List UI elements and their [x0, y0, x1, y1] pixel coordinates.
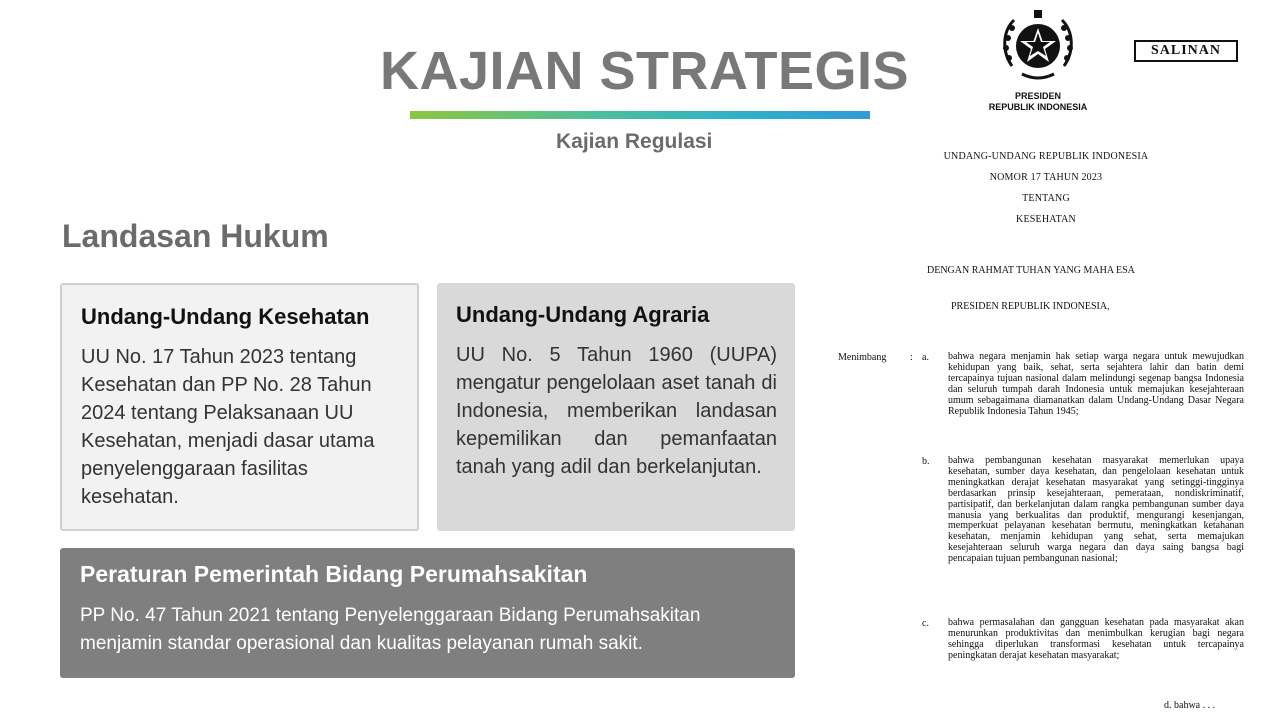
- doc-point-text: bahwa pembangunan kesehatan masyarakat memerlukan upaya kesehatan, sumber daya kesehatan, dan pengelolaan kesehatan untuk meningkatkan derajat kesehatan masyarakat yang setinggi-tingginya berdasarkan prinsip kesejahteraan, pemerataan, nondiskriminatif, partisipatif, dan berkelanjutan dalam rangka pembangunan sumber daya manusia yang berkualitas dan produktif, mengurangi kesenjangan, memperkuat pelayanan kesehatan bermutu, meningkatkan ketahanan kesehatan, menjamin kehidupan yang sehat, serta memajukan kesejahteraan seluruh warga negara dan daya saing bangsa bagi pencapaian tujuan pembangunan nasional;: [948, 455, 1244, 565]
- doc-next-page-marker: d. bahwa . . .: [1164, 700, 1216, 711]
- doc-header-line-2: NOMOR 17 TAHUN 2023: [989, 172, 1103, 183]
- emblem-caption-line2: REPUBLIK INDONESIA: [988, 102, 1088, 112]
- emblem-caption-line1: PRESIDEN: [1014, 91, 1061, 101]
- slide-title: KAJIAN STRATEGIS: [380, 41, 910, 101]
- agrarian-law-card-title: Undang-Undang Agraria: [456, 302, 710, 327]
- garuda-star-emblem-icon: [1000, 8, 1076, 88]
- doc-considering-label: Menimbang: [838, 352, 887, 363]
- slide-subtitle: Kajian Regulasi: [556, 130, 713, 153]
- agrarian-law-card: [437, 283, 795, 531]
- title-gradient-bar: [410, 111, 870, 119]
- section-heading: Landasan Hukum: [62, 218, 329, 254]
- doc-header-line-4: KESEHATAN: [1016, 214, 1076, 225]
- doc-blessing: DENGAN RAHMAT TUHAN YANG MAHA ESA: [927, 265, 1135, 276]
- law-document-scan: [830, 0, 1280, 720]
- health-law-card-body: UU No. 17 Tahun 2023 tentang Kesehatan dan PP No. 28 Tahun 2024 tentang Pelaksanaan UU Kesehatan, menjadi dasar utama penyelenggaraan fasilitas kesehatan.: [81, 346, 375, 508]
- doc-header-line-1: UNDANG-UNDANG REPUBLIK INDONESIA: [943, 151, 1149, 162]
- doc-point-text: bahwa negara menjamin hak setiap warga negara untuk mewujudkan kehidupan yang baik, sehat, serta sejahtera lahir dan batin demi tercapainya tujuan nasional dalam melindungi segenap bangsa Indonesia dan seluruh tumpah darah Indonesia untuk memajukan kesejahteraan umum sebagaimana diamanatkan dalam Undang-Undang Dasar Negara Republik Indonesia Tahun 1945;: [948, 351, 1244, 417]
- doc-header-line-3: TENTANG: [1022, 193, 1070, 204]
- doc-president: PRESIDEN REPUBLIK INDONESIA,: [951, 301, 1110, 312]
- health-law-card: [60, 283, 419, 531]
- hospital-regulation-card-body: PP No. 47 Tahun 2021 tentang Penyelenggaraan Bidang Perumahsakitan menjamin standar operasional dan kualitas pelayanan rumah sakit.: [80, 605, 701, 654]
- hospital-regulation-card-title: Peraturan Pemerintah Bidang Perumahsakitan: [80, 561, 588, 587]
- health-law-card-title: Undang-Undang Kesehatan: [81, 304, 370, 329]
- agrarian-law-card-body: UU No. 5 Tahun 1960 (UUPA) mengatur pengelolaan aset tanah di Indonesia, memberikan landasan kepemilikan dan pemanfaatan tanah yang adil dan berkelanjutan.: [456, 344, 777, 478]
- doc-point-letter: a.: [922, 352, 929, 363]
- hospital-regulation-card: [60, 548, 795, 678]
- doc-point-text: bahwa permasalahan dan gangguan kesehatan pada masyarakat akan menurunkan produktivitas dan menimbulkan kerugian bagi negara sehingga diperlukan transformasi kesehatan untuk tercapainya peningkatan derajat kesehatan masyarakat;: [948, 617, 1244, 661]
- doc-point-letter: c.: [922, 618, 929, 629]
- doc-considering-colon: :: [910, 352, 913, 363]
- salinan-stamp: SALINAN: [1134, 40, 1238, 62]
- doc-point-letter: b.: [922, 456, 930, 467]
- emblem-caption: [975, 91, 1101, 113]
